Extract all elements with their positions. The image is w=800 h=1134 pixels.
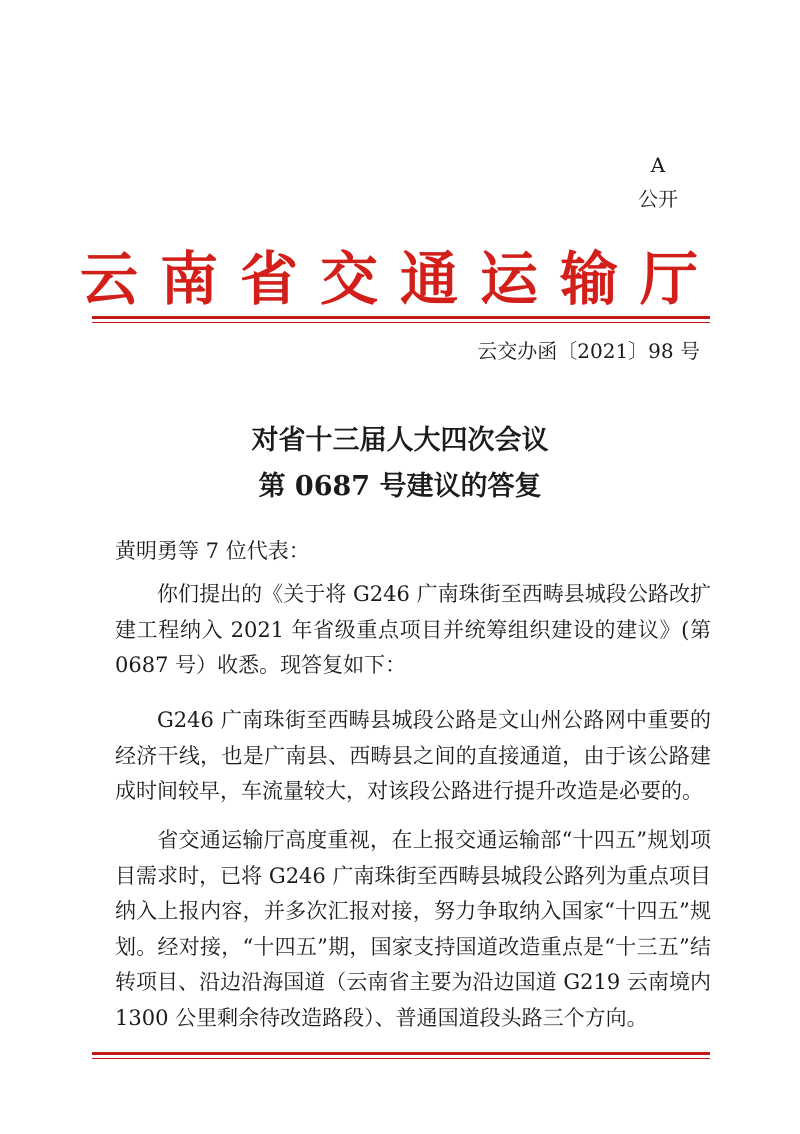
security-level: A (650, 153, 666, 177)
body-paragraph-3 (115, 823, 711, 1036)
paragraph-text: 你们提出的《关于将 G246 广南珠街至西畴县城段公路改扩建工程纳入 2021 年省级重点项目并统筹组织建设的建议》(第 0687 号）收悉。现答复如下： (115, 582, 711, 677)
document-title (0, 418, 800, 510)
addressee: 黄明勇等 7 位代表： (115, 539, 310, 563)
footer-rule-bottom (92, 1058, 710, 1059)
body-paragraph-1 (115, 577, 711, 684)
letterhead-rule-top (92, 316, 710, 319)
paragraph-text: G246 广南珠街至西畴县城段公路是文山州公路网中重要的经济干线，也是广南县、西畴县之间的直接通道，由于该公路建成时间较早，车流量较大，对该段公路进行提升改造是必要的。 (115, 708, 711, 803)
document-header-meta (638, 148, 678, 216)
agency-letterhead: 云南省交通运输厅 (79, 245, 720, 313)
letterhead-rule-bottom (92, 322, 710, 323)
title-line-1: 对省十三届人大四次会议 (251, 425, 549, 456)
footer-rule-top (92, 1052, 710, 1055)
document-number: 云交办函〔2021〕98 号 (477, 339, 700, 363)
paragraph-text: 省交通运输厅高度重视，在上报交通运输部“十四五”规划项目需求时，已将 G246 广南珠街至西畴县城段公路列为重点项目纳入上报内容，并多次汇报对接，努力争取纳入国家“十四五”规划。经对接，“十四五”期，国家支持国道改造重点是“十三五”结转项目、沿边沿海国道（云南省主要为沿边国道 G219 云南境内 1300 公里剩余待改造路段）、普通国道段头路三个方向。 (115, 828, 711, 1030)
disclosure-status: 公开 (638, 187, 678, 211)
body-paragraph-2 (115, 703, 711, 810)
title-line-2: 第 0687 号建议的答复 (258, 471, 542, 502)
